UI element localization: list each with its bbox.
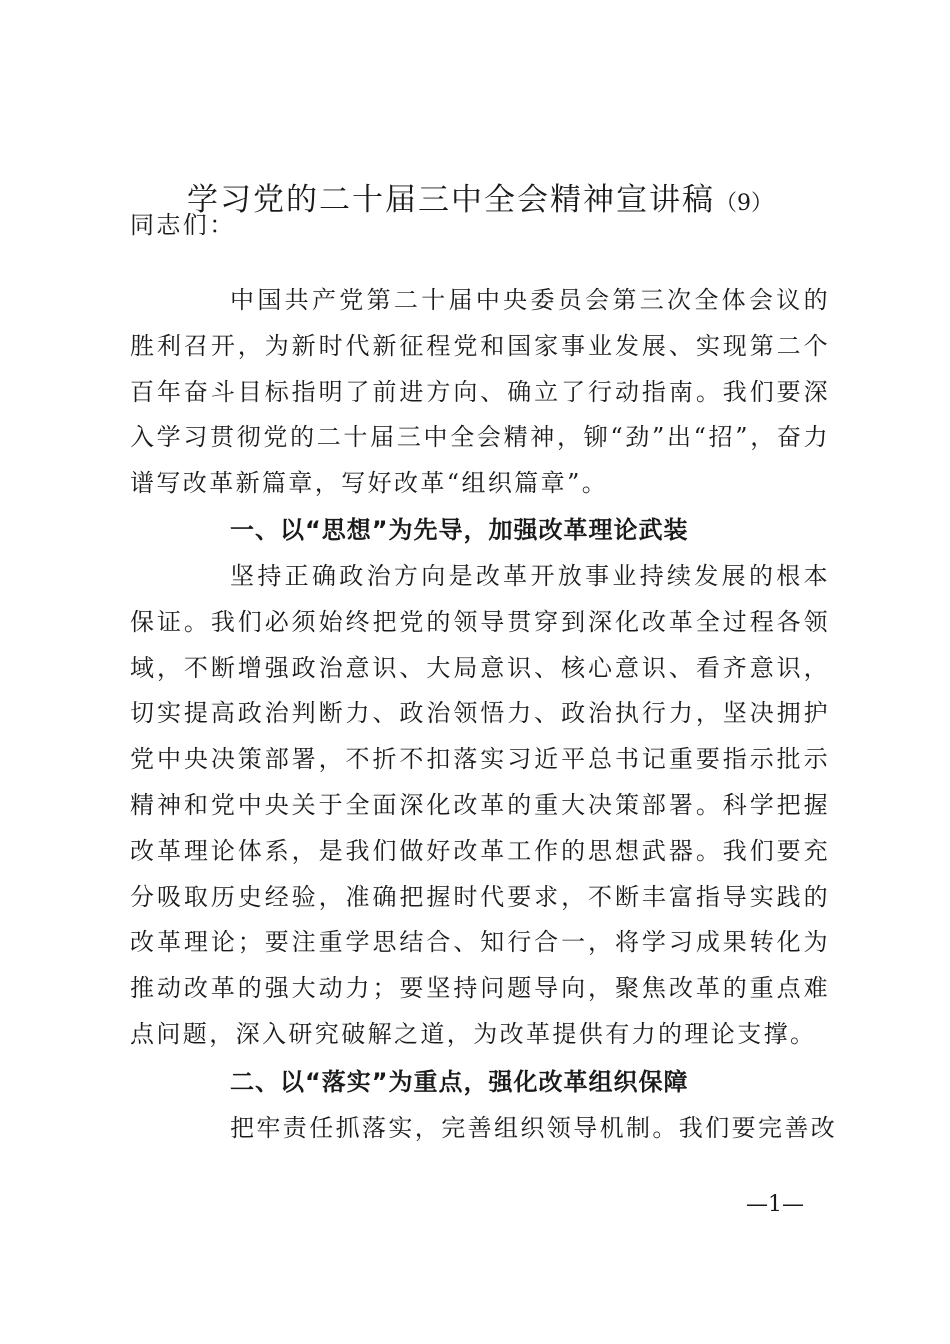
section-heading-1: 一、以“思想”为先导，加强改革理论武装: [230, 516, 689, 544]
section-heading-2: 二、以“落实”为重点，强化改革组织保障: [230, 1068, 689, 1096]
paragraph-section-2: 把牢责任抓落实，完善组织领导机制。我们要完善改: [230, 1114, 838, 1142]
title-number: （9）: [715, 191, 773, 216]
title-text: 学习党的二十届三中全会精神宣讲稿: [187, 182, 715, 218]
paragraph-intro: 中国共产党第二十届中央委员会第三次全体会议的胜利召开，为新时代新征程党和国家事业发展、实现第二个百年奋斗目标指明了前进方向、确立了行动指南。我们要深入学习贯彻党的二十届三中全会精神，铆“劲”出“招”，奋力谱写改革新篇章，写好改革“组织篇章”。: [130, 286, 830, 498]
salutation: 同志们：: [130, 211, 236, 239]
page-number: —1—: [746, 1192, 804, 1217]
paragraph-section-1: 坚持正确政治方向是改革开放事业持续发展的根本保证。我们必须始终把党的领导贯穿到深化改革全过程各领域，不断增强政治意识、大局意识、核心意识、看齐意识，切实提高政治判断力、政治领悟力、政治执行力，坚决拥护党中央决策部署，不折不扣落实习近平总书记重要指示批示精神和党中央关于全面深化改革的重大决策部署。科学把握改革理论体系，是我们做好改革工作的思想武器。我们要充分吸取历史经验，准确把握时代要求，不断丰富指导实践的改革理论；要注重学思结合、知行合一，将学习成果转化为推动改革的强大动力；要坚持问题导向，聚焦改革的重点难点问题，深入研究破解之道，为改革提供有力的理论支撑。: [130, 562, 830, 1048]
